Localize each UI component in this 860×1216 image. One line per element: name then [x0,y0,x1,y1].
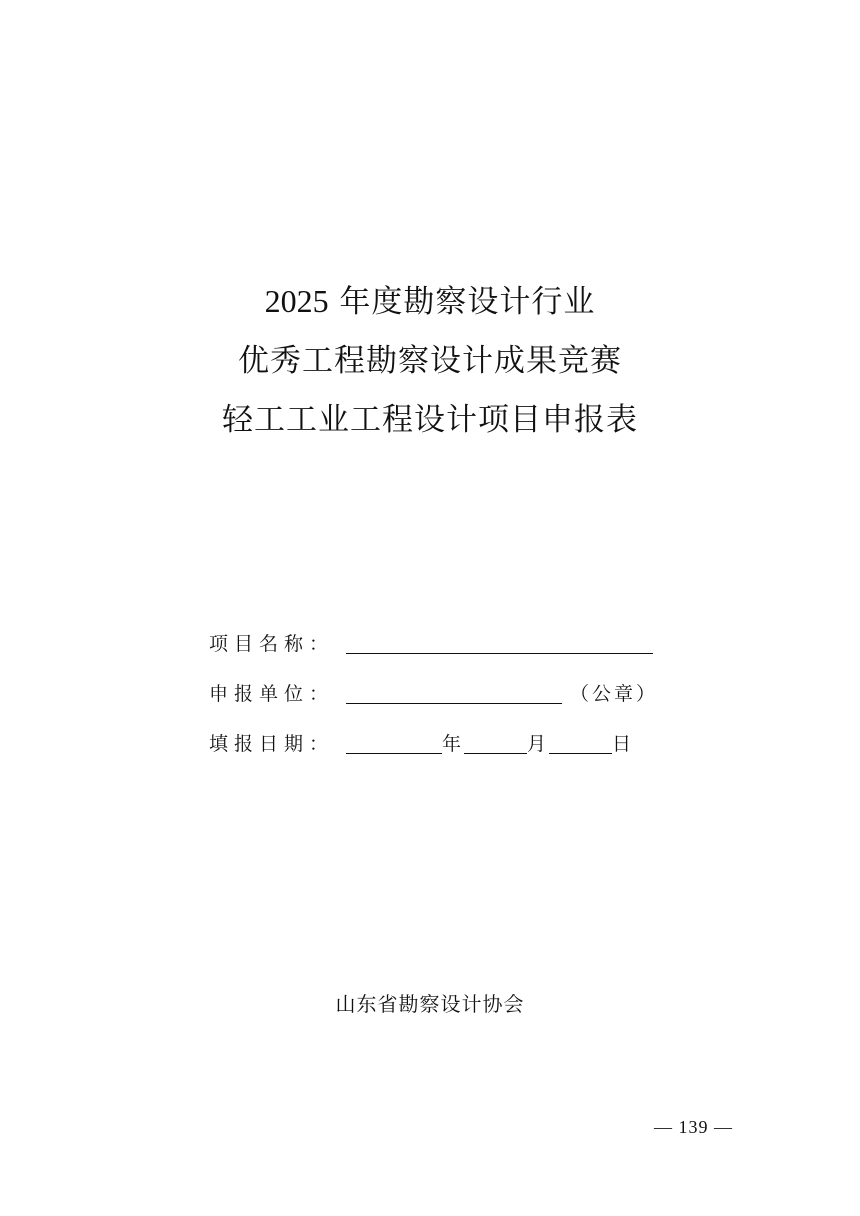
month-field[interactable] [464,731,527,754]
applicant-label: 申报单位： [209,682,335,705]
date-row [209,717,658,767]
applicant-field[interactable] [346,681,562,704]
title-line-2: 优秀工程勘察设计成果竞赛 [238,343,622,379]
year-unit: 年 [442,732,465,755]
title-line-3: 轻工工业工程设计项目申报表 [222,402,638,438]
year-field[interactable] [346,731,442,754]
seal-note: （公章） [570,682,659,705]
organization-name: 山东省勘察设计协会 [335,992,525,1016]
title-year: 2025 [264,283,329,319]
day-unit: 日 [612,732,635,755]
project-name-field[interactable] [346,631,653,654]
day-field[interactable] [549,731,612,754]
title-line-1-text: 年度勘察设计行业 [339,284,596,320]
applicant-row [209,667,658,717]
application-form [209,617,658,767]
project-name-label: 项目名称： [209,632,335,655]
month-unit: 月 [527,732,550,755]
page-number: — 139 — [654,1117,733,1137]
document-title [0,272,860,450]
project-name-row [209,617,658,667]
title-line-1 [0,272,860,332]
date-label: 填报日期： [209,732,335,755]
